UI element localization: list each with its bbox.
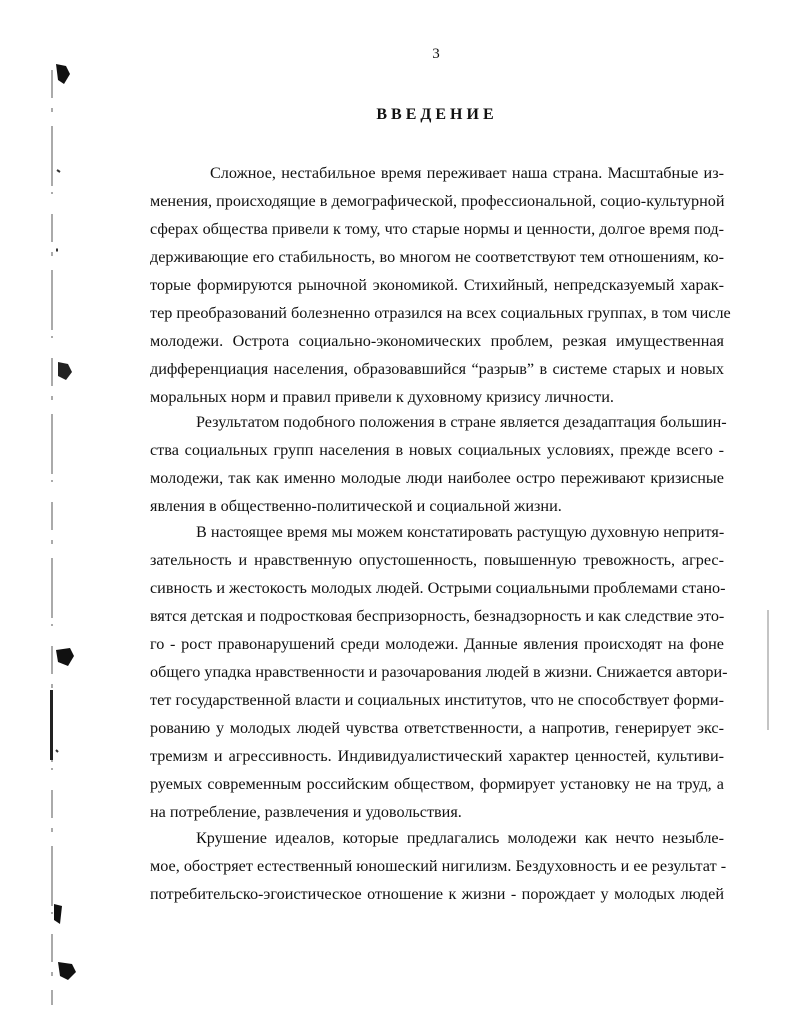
text-line: мое, обостряет естественный юношеский нигилизм. Бездуховность и ее результат -: [150, 857, 727, 875]
text-line: зательность и нравственную опустошенность, повышенную тревожность, агрес-: [150, 551, 724, 569]
scan-mark-7: [57, 170, 60, 172]
text-line: Результатом подобного положения в стране является дезадаптация большин-: [196, 413, 727, 431]
text-line: тер преобразований болезненно отразился на всех социальных группах, в том числе: [150, 304, 731, 322]
text-line: молодежи. Острота социально-экономических проблем, резкая имущественная: [150, 332, 724, 350]
text-line: явления в общественно-политической и социальной жизни.: [150, 497, 562, 515]
scan-mark-9: [56, 750, 58, 752]
text-line: сивность и жестокость молодых людей. Острыми социальными проблемами стано-: [150, 579, 726, 597]
text-line: молодежи, так как именно молодые люди наиболее остро переживают кризисные: [150, 469, 724, 487]
text-line: сферах общества привели к тому, что старые нормы и ценности, долгое время под-: [150, 220, 724, 238]
text-line: дифференциация населения, образовавшийся “разрыв” в системе старых и новых: [150, 360, 724, 378]
scan-right-mark: [762, 600, 782, 740]
text-line: тремизм и агрессивность. Индивидуалистический характер ценностей, культиви-: [150, 747, 724, 765]
scan-blot-3: [56, 648, 74, 666]
text-line: руемых современным российским обществом, формирует установку не на труд, а: [150, 775, 724, 793]
text-line: го - рост правонарушений среди молодежи. Данные явления происходят на фоне: [150, 635, 724, 653]
scan-mark-4: [50, 690, 53, 760]
text-line: менения, происходящие в демографической, профессиональной, социо-культурной: [150, 192, 725, 210]
scan-blot-6: [58, 962, 76, 980]
text-line: Крушение идеалов, которые предлагались молодежи как нечто незыбле-: [196, 829, 724, 847]
text-line: торые формируются рыночной экономикой. Стихийный, непредсказуемый харак-: [150, 276, 724, 294]
text-line: Сложное, нестабильное время переживает наша страна. Масштабные из-: [210, 164, 724, 182]
page-title: ВВЕДЕНИЕ: [376, 106, 498, 123]
text-line: ства социальных групп населения в новых социальных условиях, прежде всего -: [150, 441, 724, 459]
scan-edge-artifacts: [0, 0, 100, 1025]
text-line: держивающие его стабильность, во многом не соответствуют тем отношениям, ко-: [150, 248, 724, 266]
text-line: рованию у молодых людей чувства ответственности, а напротив, генерирует экс-: [150, 719, 724, 737]
text-line: общего упадка нравственности и разочарования людей в жизни. Снижается автори-: [150, 663, 728, 681]
text-line: моральных норм и правил привели к духовному кризису личности.: [150, 388, 614, 406]
text-line: на потребление, развлечения и удовольствия.: [150, 803, 462, 821]
page-number: 3: [432, 46, 440, 62]
scan-blot-5: [54, 904, 62, 924]
scan-blot-1: [56, 64, 70, 84]
text-line: В настоящее время мы можем констатировать растущую духовную непритя-: [196, 523, 725, 541]
text-line: тет государственной власти и социальных институтов, что не способствует форми-: [150, 691, 724, 709]
text-line: вятся детская и подростковая беспризорность, безнадзорность и как следствие это-: [150, 607, 725, 625]
text-line: потребительско-эгоистическое отношение к жизни - порождает у молодых людей: [150, 885, 724, 903]
scan-blot-2: [58, 362, 72, 380]
